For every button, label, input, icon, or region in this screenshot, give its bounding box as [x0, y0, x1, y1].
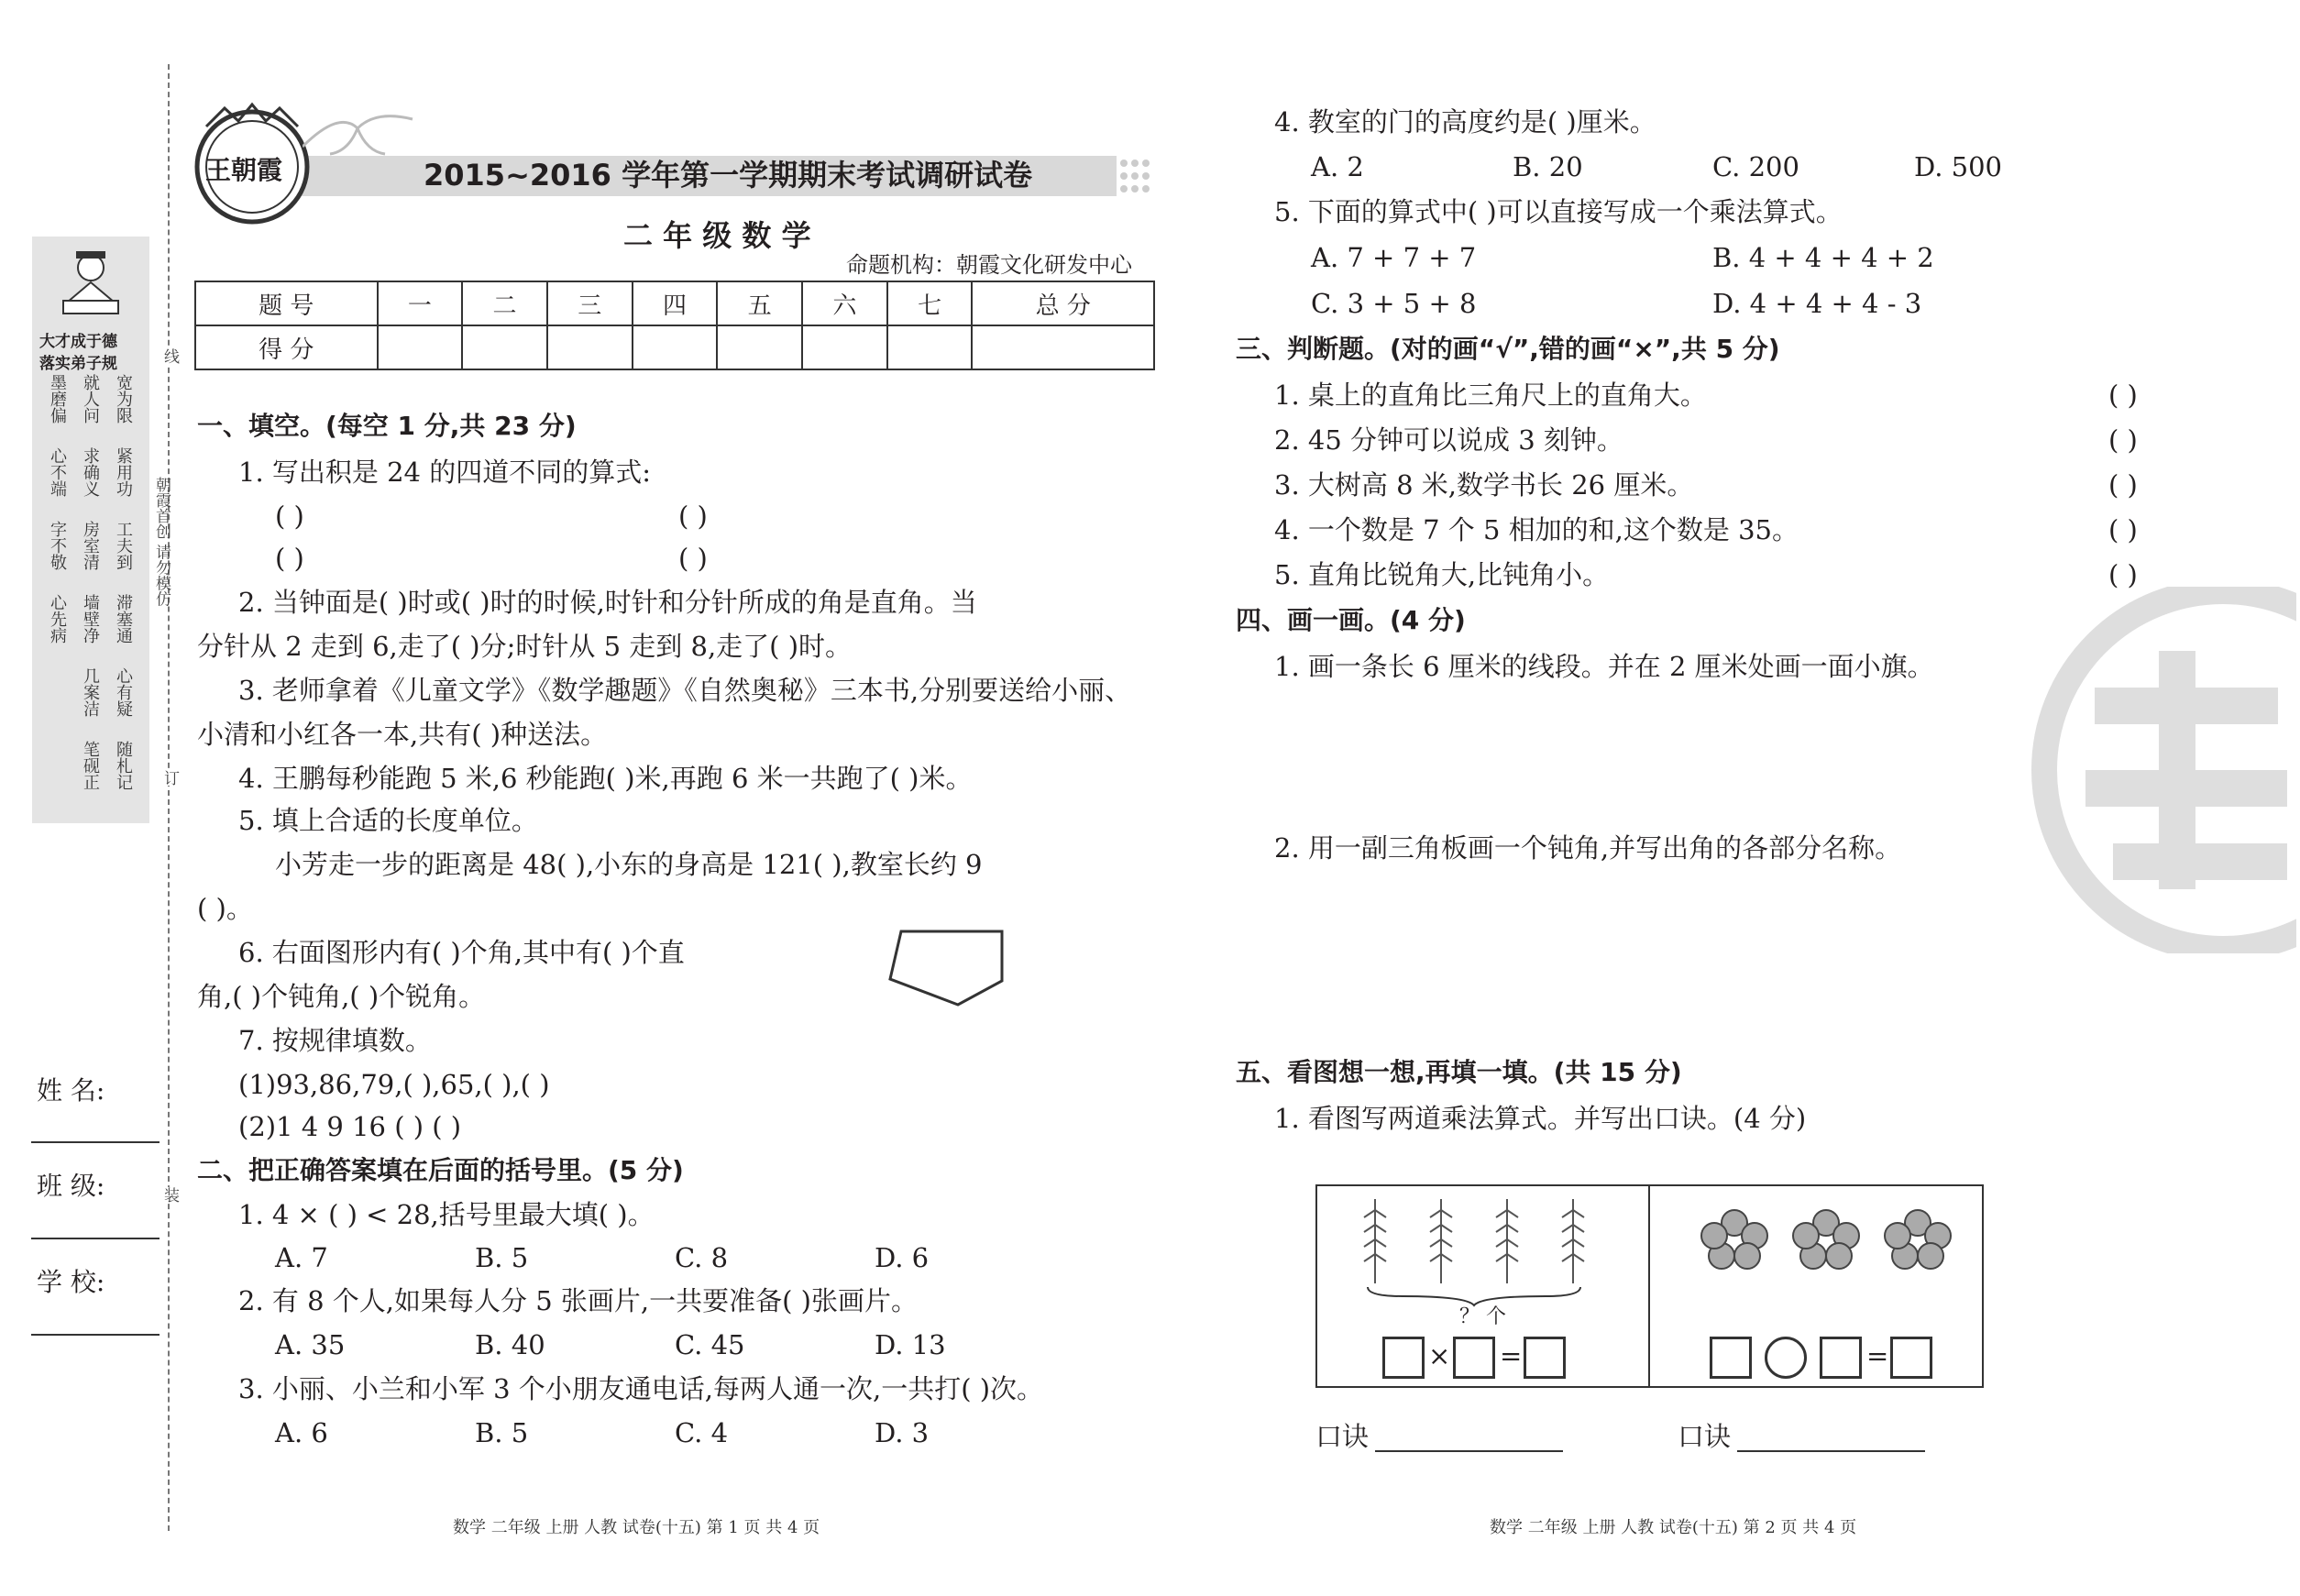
table-cell: 三 — [547, 281, 633, 325]
section-4-title: 四、画一画。(4 分) — [1236, 605, 1466, 635]
judge-answer-paren[interactable]: ( ) — [2108, 514, 2138, 545]
score-cell[interactable] — [378, 325, 463, 369]
table-cell: 四 — [633, 281, 718, 325]
judge-answer-paren[interactable]: ( ) — [2108, 424, 2138, 456]
question-5-line-2: ( )。 — [197, 893, 253, 924]
option[interactable]: B. 4 + 4 + 4 + 2 — [1712, 242, 1934, 273]
motto-col: 工夫到 — [114, 521, 133, 570]
scholar-icon — [58, 248, 124, 321]
score-cell[interactable] — [887, 325, 973, 369]
motto-col: 随札记 — [114, 741, 133, 790]
copyright-note: 朝霞首创 请勿模仿 — [152, 477, 171, 607]
question-6-line-2: 角,( )个钝角,( )个锐角。 — [197, 981, 486, 1012]
option[interactable]: B. 5 — [475, 1242, 529, 1273]
slogan-2: 落实弟子规 — [39, 355, 117, 373]
option[interactable]: A. 2 — [1311, 151, 1364, 182]
koujue-line[interactable] — [1737, 1450, 1925, 1452]
score-table — [194, 281, 1155, 370]
motto-col: 心不端 — [48, 447, 67, 497]
option[interactable]: B. 5 — [475, 1417, 529, 1448]
table-cell: 七 — [887, 281, 973, 325]
binding-mark-bottom: 装 — [159, 1187, 182, 1203]
school-field[interactable] — [31, 1334, 160, 1336]
option[interactable]: B. 40 — [475, 1329, 545, 1360]
score-cell[interactable] — [717, 325, 802, 369]
option[interactable]: D. 3 — [875, 1417, 930, 1448]
section-2-title: 二、把正确答案填在后面的括号里。(5 分) — [197, 1155, 684, 1185]
table-cell: 题 号 — [195, 281, 378, 325]
option[interactable]: C. 8 — [675, 1242, 729, 1273]
judge-question: 1. 桌上的直角比三角尺上的直角大。 — [1274, 380, 1707, 411]
answer-box[interactable] — [1382, 1337, 1425, 1379]
motto-col: 滞塞通 — [114, 594, 133, 644]
section-3-title: 三、判断题。(对的画“√”,错的画“×”,共 5 分) — [1236, 334, 1780, 364]
draw-question-1: 1. 画一条长 6 厘米的线段。并在 2 厘米处画一面小旗。 — [1274, 651, 1934, 682]
equals-sign: = — [1500, 1340, 1523, 1371]
class-field[interactable] — [31, 1238, 160, 1239]
table-cell: 五 — [717, 281, 802, 325]
question-5: 5. 填上合适的长度单位。 — [238, 805, 538, 836]
section-5-title: 五、看图想一想,再填一填。(共 15 分) — [1236, 1057, 1682, 1087]
motto-col: 几案洁 — [81, 667, 100, 717]
name-field[interactable] — [31, 1141, 160, 1143]
option[interactable]: D. 500 — [1914, 151, 2003, 182]
table-cell: 一 — [378, 281, 463, 325]
score-table-header-row — [195, 281, 1154, 325]
brand-logo-text: 王朝霞 — [205, 155, 283, 185]
answer-box[interactable] — [1820, 1337, 1862, 1379]
question-7: 7. 按规律填数。 — [238, 1025, 432, 1056]
option[interactable]: C. 4 — [675, 1417, 729, 1448]
question-6-line-1: 6. 右面图形内有( )个角,其中有( )个直 — [238, 937, 685, 968]
option[interactable]: A. 7 + 7 + 7 — [1311, 242, 1477, 273]
option[interactable]: D. 6 — [875, 1242, 930, 1273]
flowers-image — [1694, 1203, 1960, 1276]
binding-mark-top: 线 — [159, 348, 182, 364]
option[interactable]: C. 45 — [675, 1329, 745, 1360]
motto-col: 房室清 — [81, 521, 100, 570]
koujue-line[interactable] — [1375, 1450, 1563, 1452]
score-cell[interactable] — [802, 325, 887, 369]
mc-question-3: 3. 小丽、小兰和小军 3 个小朋友通电话,每两人通一次,一共打( )次。 — [238, 1373, 1044, 1404]
equals-sign: = — [1866, 1340, 1889, 1371]
picture-box-divider — [1648, 1184, 1650, 1386]
question-7-part-2: (2)1 4 9 16 ( ) ( ) — [238, 1111, 462, 1142]
option[interactable]: C. 3 + 5 + 8 — [1311, 288, 1477, 319]
question-5-line-1: 小芳走一步的距离是 48( ),小东的身高是 121( ),教室长约 9 — [275, 849, 983, 880]
ribbon-decoration — [303, 101, 422, 156]
motto-col: 宽为限 — [114, 374, 133, 424]
motto-col: 紧用功 — [114, 447, 133, 497]
page-2-footer: 数学 二年级 上册 人教 试卷(十五) 第 2 页 共 4 页 — [1490, 1518, 1857, 1537]
sidebar-motto-box — [32, 237, 149, 823]
score-cell[interactable] — [462, 325, 547, 369]
motto-col: 心有疑 — [114, 667, 133, 717]
motto-col: 笔砚正 — [81, 741, 100, 790]
option[interactable]: A. 6 — [275, 1417, 328, 1448]
table-cell: 二 — [462, 281, 547, 325]
mc-question-4: 4. 教室的门的高度约是( )厘米。 — [1274, 106, 1656, 138]
page-1-footer: 数学 二年级 上册 人教 试卷(十五) 第 1 页 共 4 页 — [453, 1518, 820, 1537]
section-1-title: 一、填空。(每空 1 分,共 23 分) — [197, 411, 577, 441]
pentagon-figure — [885, 926, 1013, 1018]
judge-answer-paren[interactable]: ( ) — [2108, 469, 2138, 501]
answer-box[interactable] — [1453, 1337, 1495, 1379]
question-3-line-2: 小清和小红各一本,共有( )种送法。 — [197, 719, 608, 750]
question-3-line-1: 3. 老师拿着《儿童文学》《数学趣题》《自然奥秘》三本书,分别要送给小丽、 — [238, 675, 1132, 706]
draw-question-2: 2. 用一副三角板画一个钝角,并写出角的各部分名称。 — [1274, 832, 1902, 864]
judge-question: 4. 一个数是 7 个 5 相加的和,这个数是 35。 — [1274, 514, 1799, 545]
option[interactable]: A. 35 — [275, 1329, 346, 1360]
name-label: 姓 名: — [37, 1075, 105, 1106]
option[interactable]: C. 200 — [1712, 151, 1799, 182]
judge-question: 5. 直角比锐角大,比钝角小。 — [1274, 559, 1610, 590]
slogan-1: 大才成于德 — [39, 333, 117, 351]
answer-box[interactable] — [1890, 1337, 1932, 1379]
answer-blank[interactable]: ( ) — [275, 501, 304, 532]
judge-question: 3. 大树高 8 米,数学书长 26 厘米。 — [1274, 469, 1694, 501]
secret-watermark — [2030, 587, 2296, 953]
exam-title: 2015~2016 学年第一学期期末考试调研试卷 — [424, 158, 1033, 193]
motto-col: 字不敬 — [48, 521, 67, 570]
answer-blank[interactable]: ( ) — [678, 501, 708, 532]
question-7-part-1: (1)93,86,79,( ),65,( ),( ) — [238, 1069, 550, 1100]
answer-blank[interactable]: ( ) — [275, 543, 304, 574]
option[interactable]: D. 13 — [875, 1329, 946, 1360]
question-1: 1. 写出积是 24 的四道不同的算式: — [238, 457, 651, 488]
score-cell[interactable] — [972, 325, 1154, 369]
table-cell: 得 分 — [195, 325, 378, 369]
judge-answer-paren[interactable]: ( ) — [2108, 559, 2138, 590]
score-cell[interactable] — [633, 325, 718, 369]
motto-col: 心先病 — [48, 594, 67, 644]
wheat-stalks-image — [1348, 1192, 1623, 1311]
title-bar-dots — [1117, 154, 1153, 198]
answer-box[interactable] — [1710, 1337, 1752, 1379]
mc-question-2: 2. 有 8 个人,如果每人分 5 张画片,一共要准备( )张画片。 — [238, 1285, 918, 1316]
question-4: 4. 王鹏每秒能跑 5 米,6 秒能跑( )米,再跑 6 米一共跑了( )米。 — [238, 763, 973, 794]
picture-question-1: 1. 看图写两道乘法算式。并写出口诀。(4 分) — [1274, 1103, 1807, 1134]
binding-mark-mid: 订 — [159, 770, 182, 786]
question-2-line-1: 2. 当钟面是( )时或( )时的时候,时针和分针所成的角是直角。当 — [238, 587, 977, 618]
subject-title: 二 年 级 数 学 — [623, 218, 811, 253]
motto-col: 就人问 — [81, 374, 100, 424]
times-sign: × — [1428, 1340, 1451, 1371]
judge-question: 2. 45 分钟可以说成 3 刻钟。 — [1274, 424, 1623, 456]
brace-label: ？ 个 — [1459, 1305, 1506, 1328]
class-label: 班 级: — [37, 1171, 105, 1201]
mc-question-5: 5. 下面的算式中( )可以直接写成一个乘法算式。 — [1274, 196, 1843, 227]
option[interactable]: A. 7 — [275, 1242, 328, 1273]
score-cell[interactable] — [547, 325, 633, 369]
motto-col: 墙壁净 — [81, 594, 100, 644]
score-table-score-row — [195, 325, 1154, 369]
table-cell: 总 分 — [972, 281, 1154, 325]
koujue-label: 口诀 — [1678, 1421, 1732, 1452]
judge-answer-paren[interactable]: ( ) — [2108, 380, 2138, 411]
mc-question-1: 1. 4 × ( ) < 28,括号里最大填( )。 — [238, 1199, 655, 1230]
answer-box[interactable] — [1524, 1337, 1566, 1379]
table-cell: 六 — [802, 281, 887, 325]
motto-col: 墨磨偏 — [48, 374, 67, 424]
school-label: 学 校: — [37, 1267, 105, 1297]
motto-col: 求确义 — [81, 447, 100, 497]
answer-blank[interactable]: ( ) — [678, 543, 708, 574]
option[interactable]: D. 4 + 4 + 4 - 3 — [1712, 288, 1922, 319]
option[interactable]: B. 20 — [1513, 151, 1583, 182]
koujue-label: 口诀 — [1315, 1421, 1370, 1452]
binding-line — [168, 64, 170, 1531]
question-2-line-2: 分针从 2 走到 6,走了( )分;时针从 5 走到 8,走了( )时。 — [197, 631, 853, 662]
operator-circle[interactable] — [1765, 1337, 1807, 1379]
publisher: 命题机构：朝霞文化研发中心 — [846, 252, 1132, 278]
